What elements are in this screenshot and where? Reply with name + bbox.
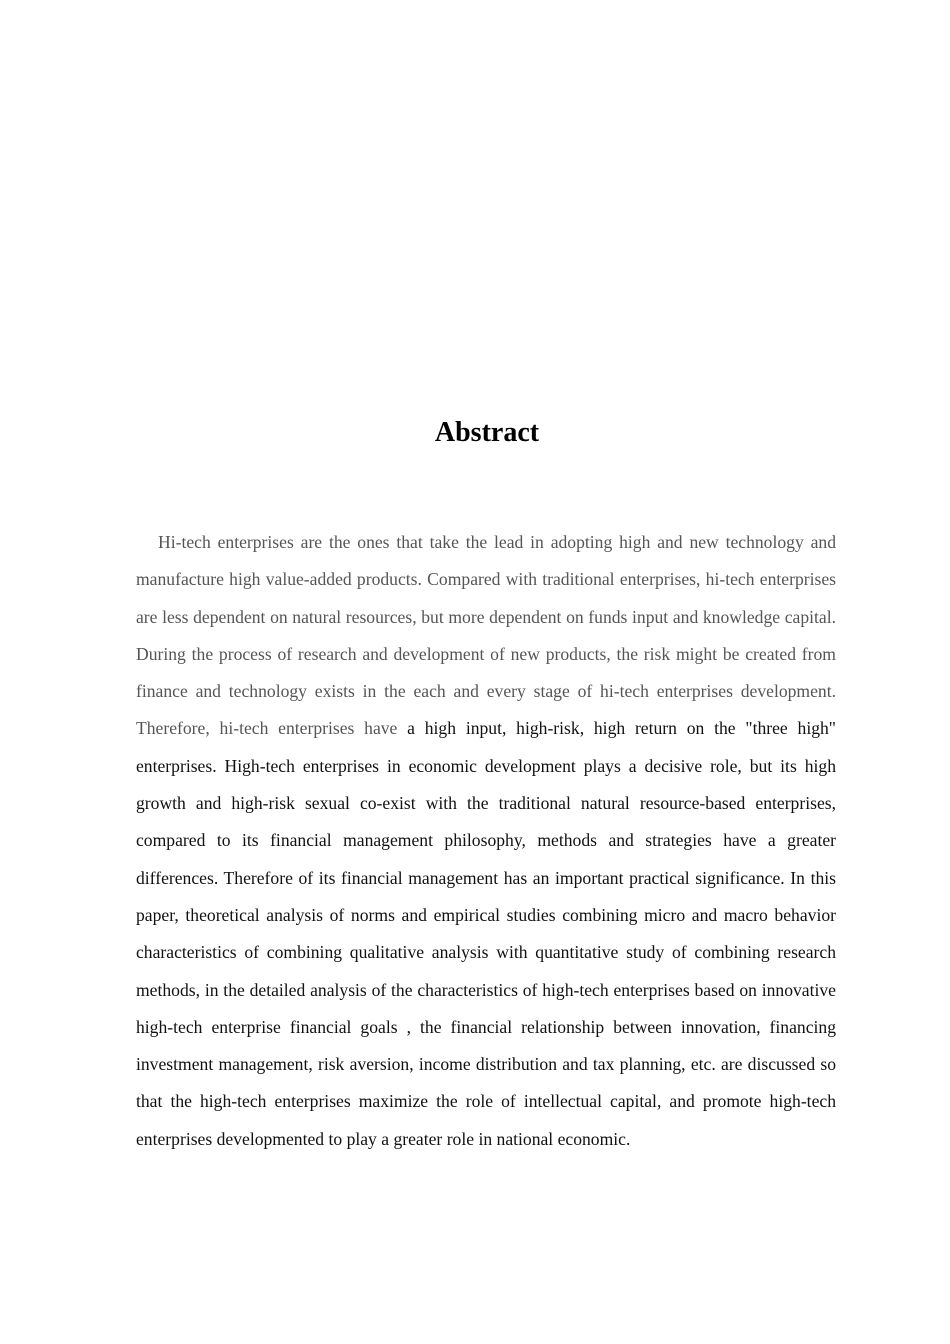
abstract-paragraph xyxy=(136,524,836,1158)
abstract-text-part-1: Hi-tech enterprises are the ones that take the lead in adopting high and new technology and manufacture high value-added products. Compared with traditional enterprises, hi-tech enterprises are less dependent on natural resources, but more dependent on funds input and knowledge capital. During the process of research and development of new products, the risk might be created from finance and technology exists in the each and every stage of hi-tech enterprises development. Therefore, hi-tech enterprises have xyxy=(136,532,836,739)
abstract-title: Abstract xyxy=(434,417,540,448)
abstract-text-part-2: a high input, high-risk, high return on the "three high" enterprises. High-tech enterprises in economic development plays a decisive role, but its high growth and high-risk sexual co-exist with the traditional natural resource-based enterprises, compared to its financial management philosophy, methods and strategies have a greater differences. Therefore of its financial management has an important practical significance. In this paper, theoretical analysis of norms and empirical studies combining micro and macro behavior characteristics of combining qualitative analysis with quantitative study of combining research methods, in the detailed analysis of the characteristics of high-tech enterprises based on innovative high-tech enterprise financial goals , the financial relationship between innovation, financing investment management, risk aversion, income distribution and tax planning, etc. are discussed so that the high-tech enterprises maximize the role of intellectual capital, and promote high-tech enterprises developmented to play a greater role in national economic. xyxy=(136,718,836,1149)
